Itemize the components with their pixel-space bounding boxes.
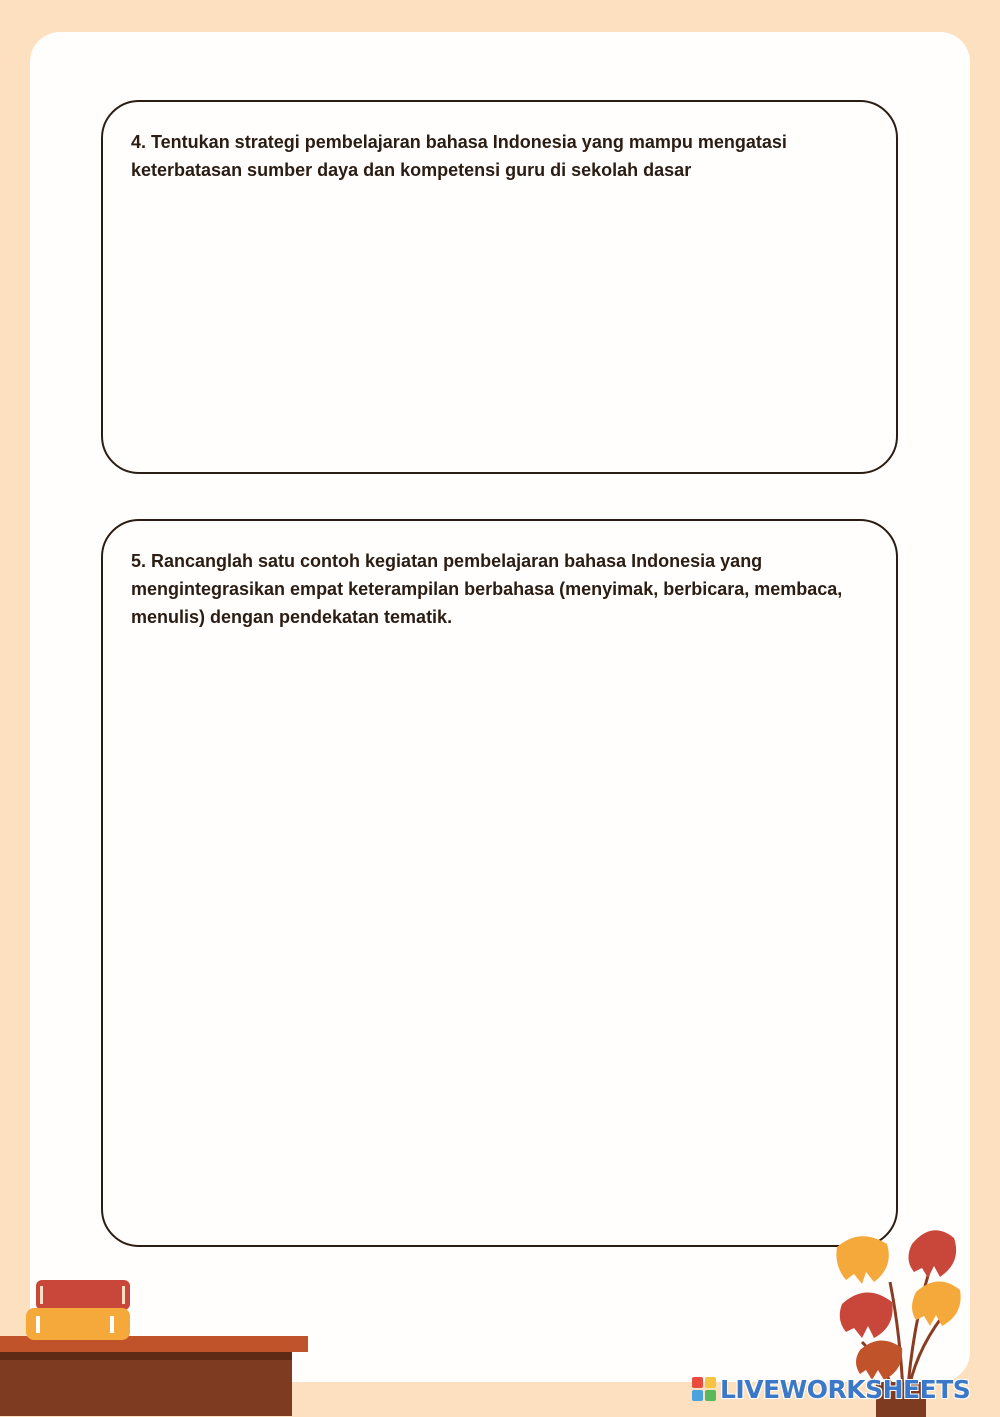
desk-illustration xyxy=(0,1336,308,1416)
question-4-box xyxy=(101,100,898,474)
brand-text: LIVEWORKSHEETS xyxy=(720,1374,971,1404)
question-5-box xyxy=(101,519,898,1247)
liveworksheets-logo-icon xyxy=(692,1377,716,1401)
question-4-text: 4. Tentukan strategi pembelajaran bahasa Indonesia yang mampu mengatasi keterbatasan sumber daya dan kompetensi guru di sekolah dasar xyxy=(131,132,787,180)
brand-watermark xyxy=(692,1373,970,1405)
question-5-text: 5. Rancanglah satu contoh kegiatan pembelajaran bahasa Indonesia yang mengintegrasikan empat keterampilan berbahasa (menyimak, berbicara, membaca, menulis) dengan pendekatan tematik. xyxy=(131,551,843,627)
books-illustration xyxy=(24,1278,132,1342)
question-5-answer-area[interactable] xyxy=(123,647,876,1225)
question-4-answer-area[interactable] xyxy=(123,202,876,452)
